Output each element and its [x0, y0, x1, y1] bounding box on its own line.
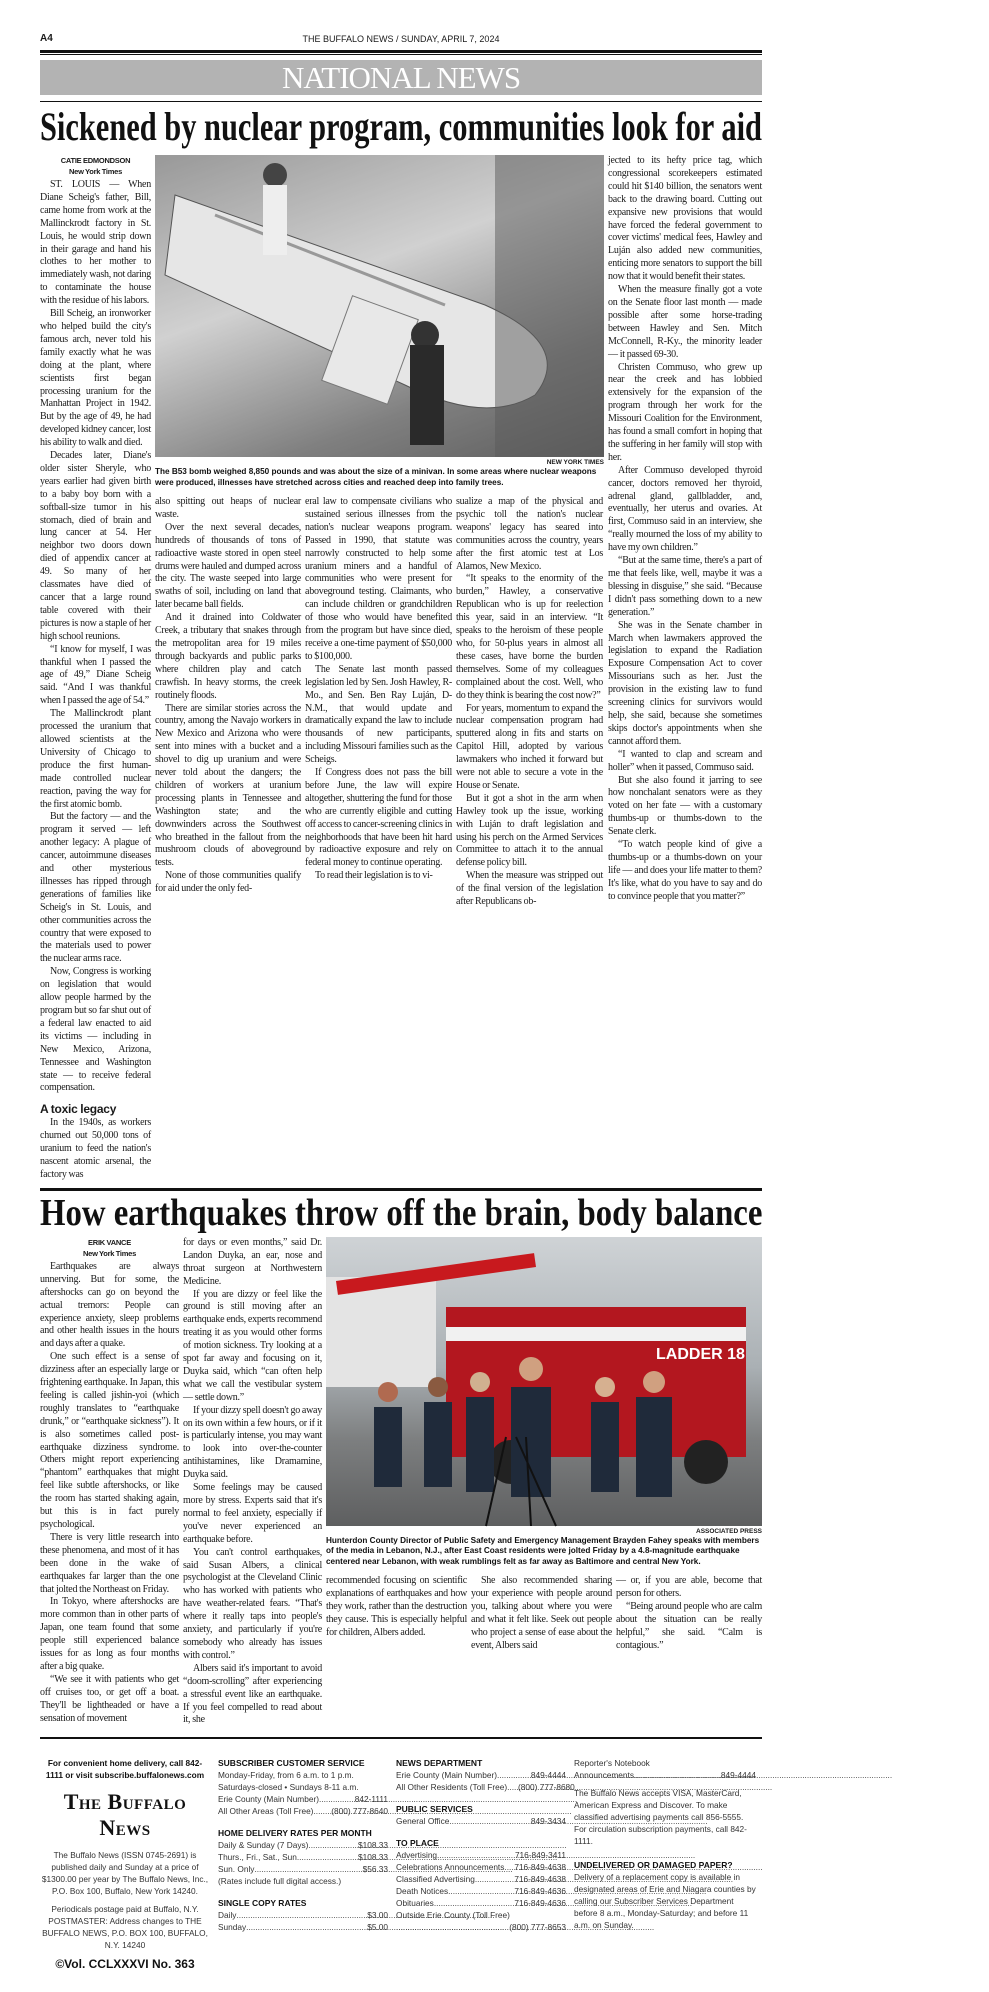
- paragraph: If your dizzy spell doesn't go away on its own within a few hours, or if it is particularly intense, you may want to look into over-the-counter antihistamines, like Dramamine, Duyka said.: [183, 1404, 322, 1481]
- paragraph: There are similar stories across the country, among the Navajo workers in New Mexico and Arizona who were sent into mines with a bucket and a shovel to dig up uranium and were never told about the dangers; the children of workers at uranium processing plants in Tennessee and Washington state; and the downwinders across the Southwest who breathed in the fallout from the mushroom clouds of aboveground tests.: [155, 702, 301, 869]
- page-header: [40, 33, 762, 47]
- row-label: General Office: [396, 1816, 450, 1827]
- row-value: 716-849-4636: [514, 1886, 566, 1897]
- hours: Monday-Friday, from 6 a.m. to 1 p.m.: [218, 1770, 354, 1781]
- section-title: UNDELIVERED OR DAMAGED PAPER?: [574, 1860, 733, 1871]
- section-title: NEWS DEPARTMENT: [396, 1758, 483, 1769]
- section-banner: NATIONAL NEWS: [40, 60, 762, 95]
- dot-leader: [319, 1793, 355, 1805]
- article2-author: ERIK VANCE: [88, 1237, 131, 1247]
- paragraph: also spitting out heaps of nuclear waste.: [155, 496, 301, 520]
- paragraph: And it drained into Coldwater Creek, a tributary that snakes through the metropolitan area for 19 miles through backyards and public parks where children play and catch crawfish. In heavy storms, the creek routinely floods.: [155, 612, 301, 701]
- contact-row: [396, 1861, 566, 1873]
- row-label: Classified Advertising: [396, 1874, 475, 1885]
- paragraph: Earthquakes are always unnerving. But for some, the aftershocks can go on beyond the actual tremors: People can experience anxiety, sleep problems and other health issues in the hours and days after a quake.: [40, 1260, 179, 1350]
- dot-leader: [254, 1863, 362, 1875]
- article1-column-3: [305, 496, 452, 883]
- section-title: HOME DELIVERY RATES PER MONTH: [218, 1828, 372, 1839]
- paragraph: Some feelings may be caused more by stress. Experts said that it's normal to feel anxiety, especially if you've never experienced an earthquake before.: [183, 1482, 322, 1545]
- paragraph: When the measure was stripped out of the final version of the legislation after Republicans ob-: [456, 870, 603, 908]
- row-value: $5.00: [367, 1922, 388, 1933]
- row-value: (800) 777-8640: [331, 1806, 388, 1817]
- article1-photo-credit: NEW YORK TIMES: [546, 459, 604, 466]
- contact-row: [396, 1921, 566, 1933]
- row-label: All Other Areas (Toll Free): [218, 1806, 314, 1817]
- article1-column-5: [608, 155, 762, 904]
- paragraph: In the 1940s, as workers churned out 50,000 tons of uranium to feed the nation's nascent atomic arsenal, the factory was: [40, 1117, 151, 1180]
- paragraph: But the factory — and the program it served — left another legacy: A plague of cancer, autoimmune diseases and other mysterious illnesses has ripped through generations of families like Scheig's in St. Louis, and other communities across the country that were exposed to the materials used to power the nuclear arms race.: [40, 811, 151, 965]
- row-value: 716-849-4638: [514, 1874, 566, 1885]
- dot-leader: [313, 1805, 331, 1817]
- paragraph: She was in the Senate chamber in March when lawmakers approved the legislation to expand the Radiation Exposure Compensation Act to cover Missourians such as her. Just the provision in the existing law to fund screening clinics for survivors would help, she said, because she sometimes skips doctor's appointments when she cannot afford them.: [608, 619, 762, 747]
- dot-leader: [448, 1885, 514, 1897]
- divider: [40, 101, 762, 102]
- footer-subscriber: [218, 1757, 388, 1933]
- article1-subhead: A toxic legacy: [40, 1102, 117, 1117]
- row-label: Sun. Only: [218, 1864, 255, 1875]
- article1-column-1: [40, 155, 151, 1182]
- paragraph: eral law to compensate civilians who sustained serious illnesses from the nation's nuclear weapons program. Passed in 1990, that statute was narrowly constructed to help some uranium miners and a handful of communities who were present for aboveground testing. Claimants, who can include children or grandchildren of those who would have benefited from the program but have since died, receive a one-time payment of $50,000 to $100,000.: [305, 496, 452, 662]
- row-value: $108.33: [358, 1852, 388, 1863]
- paragraph: The Mallinckrodt plant processed the uranium that allowed scientists at the University of Chicago to produce the first human-made controlled nuclear reaction, paving the way for the first atomic bomb.: [40, 708, 151, 810]
- dot-leader: [475, 1873, 514, 1885]
- contact-row: [396, 1897, 566, 1909]
- divider: [40, 1188, 762, 1191]
- contact-row: [396, 1885, 566, 1897]
- section-title: TO PLACE: [396, 1838, 439, 1849]
- article2-lower-columns: [326, 1575, 762, 1652]
- paragraph: recommended focusing on scientific explanations of earthquakes and how they work, rather than the destruction they cause. This is especially helpful for children, Albers added.: [326, 1575, 467, 1638]
- row-label: Erie County (Main Number): [218, 1794, 319, 1805]
- dot-leader: [246, 1921, 367, 1933]
- paragraph: The Senate last month passed legislation led by Sen. Josh Hawley, R-Mo., and Sen. Ben Ray Luján, D-N.M., that would update and dramatically expand the law to include thousands of new participants, including Missouri families such as the Scheigs.: [305, 663, 452, 766]
- paragraph: for days or even months,” said Dr. Landon Duyka, an ear, nose and throat surgeon at Northwestern Medicine.: [183, 1236, 322, 1287]
- paragraph: Albers said it's important to avoid “doom-scrolling” after experiencing a stressful event like an earthquake. If you feel compelled to read about it, she: [183, 1662, 322, 1726]
- dot-leader: [396, 1921, 509, 1933]
- contact-row: [218, 1851, 388, 1863]
- contact-row: [218, 1805, 388, 1817]
- volume-number: ©Vol. CCLXXXVI No. 363: [55, 1957, 195, 1972]
- paragraph: “It speaks to the enormity of the burden,” Hawley, a conservative Republican who is up for reelection this year, said in an interview. “It speaks to the heroism of these people who, for 50-plus years in almost all these cases, have borne the burden themselves. Some of my colleagues complained about the cost. Well, who do they think is bearing the cost now?”: [456, 573, 603, 701]
- paragraph: In Tokyo, where aftershocks are more common than in other parts of Japan, one team found that some people still experienced balance issues for as long as four months after a big quake.: [40, 1596, 179, 1672]
- row-value: $108.33: [358, 1840, 388, 1851]
- rates-note: (Rates include full digital access.): [218, 1876, 342, 1887]
- paragraph: Decades later, Diane's older sister Sheryle, who years earlier had given birth to a baby boy born with a softball-size tumor in his stomach, died of brain and lung cancer at 54. Her neighbor two doors down died of appendix cancer at 49. So many of her classmates have died of cancer that a large round table covered with their pictures is now a staple of her high school reunions.: [40, 450, 151, 642]
- paragraph: There is very little research into these phenomena, and most of it has been done in the wake of earthquakes far larger than the one that jolted the Northeast on Friday.: [40, 1531, 179, 1595]
- article1-column-2: [155, 496, 301, 896]
- paragraph: After Commuso developed thyroid cancer, doctors removed her thyroid, adrenal gland, gallbladder, and, eventually, her uterus and ovaries. At first, Commuso said in an interview, she “really mourned the loss of my ability to have my own children.”: [608, 464, 762, 554]
- article2-photo: [326, 1237, 762, 1526]
- article2-column-2: [183, 1237, 322, 1727]
- paragraph: If Congress does not pass the bill before June, the law will expire altogether, shuttering the fund for those who are currently eligible and cutting off access to cancer-screening clinics in neighborhoods that have been hit hard by radioactive exposure and rely on federal money to continue operating.: [305, 767, 452, 869]
- dot-leader: [236, 1909, 367, 1921]
- paragraph: jected to its hefty price tag, which congressional scorekeepers estimated could hit $140 billion, the senators went back to the drawing board. Cutting out expansive new provisions that would have forced the federal government to cover victims' medical fees, Hawley and Luján also added new communities, enticing more senators to support the bill now that it would benefit their states.: [608, 155, 762, 283]
- contact-row: [218, 1909, 388, 1921]
- footer-divider: [40, 1737, 762, 1739]
- paragraph: “I wanted to clap and scream and holler” when it passed, Commuso said.: [608, 748, 762, 773]
- paragraph: To read their legislation is to vi-: [315, 870, 433, 882]
- row-value: 849-4444: [720, 1770, 756, 1781]
- contact-row: [218, 1839, 388, 1851]
- paragraph: “I know for myself, I was thankful when I passed the age of 49,” Diane Scheig said. “And I was thankful when I passed the age of 54.”: [40, 643, 151, 707]
- paragraph: “Being around people who are calm about the situation can be really helpful,” she said. “Calm is contagious.”: [616, 1601, 762, 1651]
- row-value: $56.33: [362, 1864, 388, 1875]
- dot-leader: [634, 1769, 721, 1781]
- article2-column-5: [616, 1575, 762, 1652]
- footer-masthead-info: [40, 1757, 210, 1972]
- article2-column-3: [326, 1575, 467, 1640]
- issn-statement: The Buffalo News (ISSN 0745-2691) is published daily and Sunday at a price of $1300.00 per year by The Buffalo News, Inc., P.O. Box 100, Buffalo, New York 14240.: [41, 1850, 209, 1897]
- contact-row: [218, 1921, 388, 1933]
- delivery-info[interactable]: For convenient home delivery, call 842-1111 or visit subscribe.buffalonews.com: [45, 1758, 205, 1781]
- paragraph: ST. LOUIS — When Diane Scheig's father, Bill, came home from work at the Mallinckrodt factory in St. Louis, he would strip down in their garage and hand his clothes to her mother to immediately wash, not daring to contaminate the house with the residue of his labors.: [40, 179, 151, 307]
- row-label: Daily: [218, 1910, 237, 1921]
- buffalo-news-logo: The Buffalo News: [63, 1789, 187, 1841]
- article1-caption: The B53 bomb weighed 8,850 pounds and was about the size of a minivan. In some areas where nuclear weapons were produced, illnesses have stretched across cities and reached deep into family trees.: [155, 467, 597, 487]
- row-value: 849-4444: [530, 1770, 566, 1781]
- footer-contacts: [396, 1757, 575, 1933]
- paragraph: “But at the same time, there's a part of me that feels like, well, maybe it was a blessing in disguise,” she said. “Because I didn't pass something down to a new generation.”: [608, 555, 762, 618]
- article2-column-4: [471, 1575, 612, 1652]
- article2-photo-credit: ASSOCIATED PRESS: [696, 1527, 762, 1535]
- paragraph: “To watch people kind of give a thumbs-up or a thumbs-down on your life — and does your life matter to them? It's like, what do you have to say and do to convince people that you matter?”: [608, 839, 762, 902]
- paragraph: You can't control earthquakes, said Susan Albers, a clinical psychologist at the Cleveland Clinic who has worked with patients who have weather-related fears. “That's where it really taps into people's anxiety, and particularly if you're somebody who already has issues with control.”: [183, 1546, 322, 1661]
- row-label: Announcements: [574, 1770, 634, 1781]
- article1-middle: [155, 155, 604, 909]
- payments-info: The Buffalo News accepts VISA, MasterCard, American Express and Discover. To make classified advertising payments call 856-5555. For circulation subscription payments, call 842-1111.: [574, 1788, 747, 1847]
- contact-row: [396, 1781, 575, 1793]
- paragraph: Bill Scheig, an ironworker who helped build the city's famous arch, never told his family exactly what he was doing at the plant, where scientists first began processing uranium for the Manhattan Project in 1942. But by the age of 49, he had developed kidney cancer, lost his ability to walk and died.: [40, 308, 151, 449]
- paragraph: For years, momentum to expand the nuclear compensation program had sputtered along in fits and starts on Capitol Hill, adopted by various lawmakers who inched it forward but were not able to secure a vote in the House or Senate.: [456, 702, 603, 791]
- article1-source: New York Times: [68, 167, 122, 176]
- postage-statement: Periodicals postage paid at Buffalo, N.Y. POSTMASTER: Address changes to THE BUFFALO NEWS, P.O. BOX 100, BUFFALO, N.Y. 14240: [42, 1904, 208, 1951]
- dot-leader: [437, 1849, 515, 1861]
- section-title: PUBLIC SERVICES: [396, 1804, 473, 1815]
- contact-row: [396, 1769, 566, 1781]
- row-value: 716-849-4636: [514, 1898, 566, 1909]
- row-value: (800) 777-8680: [518, 1782, 575, 1793]
- row-label: Celebrations Announcements: [396, 1862, 505, 1873]
- truck-lettering: LADDER 18: [656, 1345, 745, 1363]
- contact-label: Reporter's Notebook: [574, 1758, 650, 1769]
- contact-row: [396, 1873, 566, 1885]
- paragraph: Now, Congress is working on legislation that would allow people harmed by the program but so far shut out of a federal law enacted to aid its victims — including in New Mexico, Arizona, Tennessee and Washington state — to receive federal compensation.: [40, 966, 151, 1094]
- row-value: (800) 777-8653: [509, 1922, 566, 1933]
- paragraph: — or, if you are able, become that person for others.: [616, 1575, 762, 1600]
- article1: [40, 155, 762, 1182]
- contact-row: [218, 1863, 388, 1875]
- article1-lower-columns: [155, 496, 604, 909]
- section-title: SINGLE COPY RATES: [218, 1898, 307, 1909]
- dot-leader: [308, 1839, 358, 1851]
- article2-source: New York Times: [82, 1248, 136, 1258]
- contact-row: [396, 1815, 566, 1827]
- section-title: SUBSCRIBER CUSTOMER SERVICE: [218, 1758, 365, 1769]
- header-rule: [40, 50, 762, 55]
- article2-headline[interactable]: How earthquakes throw off the brain, body balance: [40, 1191, 763, 1234]
- article1-headline[interactable]: Sickened by nuclear program, communities look for aid: [40, 104, 762, 149]
- row-label: Erie County (Main Number): [396, 1770, 497, 1781]
- dot-leader: [449, 1815, 531, 1827]
- dateline: THE BUFFALO NEWS / SUNDAY, APRIL 7, 2024: [302, 34, 500, 44]
- paragraph: When the measure finally got a vote on the Senate floor last month — made possible after some horse-trading between Hawley and Sen. Mitch McConnell, R-Ky., the minority leader — it passed 69-30.: [608, 284, 762, 360]
- dot-leader: [497, 1769, 531, 1781]
- paragraph: One such effect is a sense of dizziness after an especially large or frightening earthquake. In Japan, this feeling is called jishin-yoi (which roughly translates to “earthquake drunk,” or “earthquake sickness”). It is also sometimes called post-earthquake dizziness syndrome. Others might report experiencing “phantom” earthquakes that might feel like subtle aftershocks, or like the room has started shaking again, but this is in fact purely psychological.: [40, 1351, 179, 1530]
- paragraph: But it got a shot in the arm when Hawley took up the issue, working with Luján to draft legislation and using his perch on the Armed Services Committee to attach it to the annual defense policy bill.: [456, 792, 603, 869]
- row-value: 716-849-3411: [514, 1850, 566, 1861]
- contact-row: [218, 1793, 388, 1805]
- article1-author: CATIE EDMONDSON: [60, 156, 131, 165]
- article2-caption: Hunterdon County Director of Public Safety and Emergency Management Brayden Fahey speaks with members of the media in Lebanon, N.J., after East Coast residents were jolted Friday by a 4.8-magnitude earthquake centered near Lebanon, with weak rumblings felt as far away as Baltimore and central New York.: [326, 1535, 760, 1566]
- row-value: 842-1111: [354, 1794, 388, 1805]
- row-label: Death Notices: [396, 1886, 449, 1897]
- contact-row: [574, 1769, 756, 1781]
- contact-label: Outside Erie County (Toll Free): [396, 1910, 510, 1921]
- hours: Saturdays-closed • Sundays 8-11 a.m.: [218, 1782, 359, 1793]
- paragraph: If you are dizzy or feel like the ground is still moving after an earthquake ends, experts recommend treating it as you would other forms of motion sickness. Try looking at a spot far away and focusing on it, Duyka said, which “can often help what we call the vestibular system — settle down.”: [183, 1288, 322, 1403]
- row-label: All Other Residents (Toll Free)...: [396, 1782, 515, 1793]
- footer-notices: [574, 1757, 756, 1931]
- paragraph: sualize a map of the physical and psychic toll the nation's nuclear weapons' legacy has seared into communities across the country, years after the first atomic test at Los Alamos, New Mexico.: [456, 496, 603, 572]
- paragraph: But she also found it jarring to see how nonchalant senators were as they voted on her fate — with a customary thumbs-up or thumbs-down to the Senate clerk.: [608, 774, 762, 838]
- article2-right: [326, 1237, 762, 1653]
- paragraph: “We see it with patients who get off cruises too, or get off a boat. They'll be lightheaded or have a sensation of movement: [40, 1673, 179, 1724]
- dot-leader: [434, 1897, 515, 1909]
- page-number: A4: [40, 33, 53, 44]
- row-label: Thurs., Fri., Sat., Sun.: [218, 1852, 300, 1863]
- undelivered-info: Delivery of a replacement copy is available in designated areas of Erie and Niagara counties by calling our Subscriber Services Department before 8 a.m., Monday-Saturday; and before 11 a.m. on Sunday.: [574, 1872, 756, 1931]
- article2-column-1: [40, 1237, 179, 1726]
- article2: [40, 1237, 762, 1727]
- paragraph: Christen Commuso, who grew up near the creek and has lobbied extensively for the expansion of the program through her work for the Missouri Coalition for the Environment, has found a small comfort in hoping that the suffering in her family will stop with her.: [608, 361, 762, 463]
- dot-leader: [299, 1851, 358, 1863]
- fire-truck-press-scene: [326, 1237, 762, 1526]
- footer: [40, 1757, 762, 1972]
- article1-photo: [155, 155, 604, 457]
- article1-column-4: [456, 496, 603, 909]
- row-value: $3.00: [367, 1910, 388, 1921]
- row-label: Advertising: [396, 1850, 438, 1861]
- contact-row: [396, 1849, 566, 1861]
- row-label: Sunday: [218, 1922, 247, 1933]
- row-label: Daily & Sunday (7 Days): [218, 1840, 309, 1851]
- row-label: Obituaries: [396, 1898, 434, 1909]
- bomb-illustration: [155, 155, 604, 457]
- dot-leader: [504, 1861, 514, 1873]
- row-value: 849-3434: [530, 1816, 566, 1827]
- paragraph: None of those communities qualify for aid under the only fed-: [155, 870, 301, 895]
- paragraph: Over the next several decades, hundreds of thousands of tons of radioactive waste stored in open steel drums were hauled and dumped across the city. The waste seeped into large swaths of soil, including on land that later became ball fields.: [155, 521, 301, 611]
- paragraph: She also recommended sharing your experience with people around you, talking about where you were and what it felt like. Seek out people who project a sense of ease about the event, Albers said: [471, 1575, 612, 1651]
- row-value: 716-849-4638: [514, 1862, 566, 1873]
